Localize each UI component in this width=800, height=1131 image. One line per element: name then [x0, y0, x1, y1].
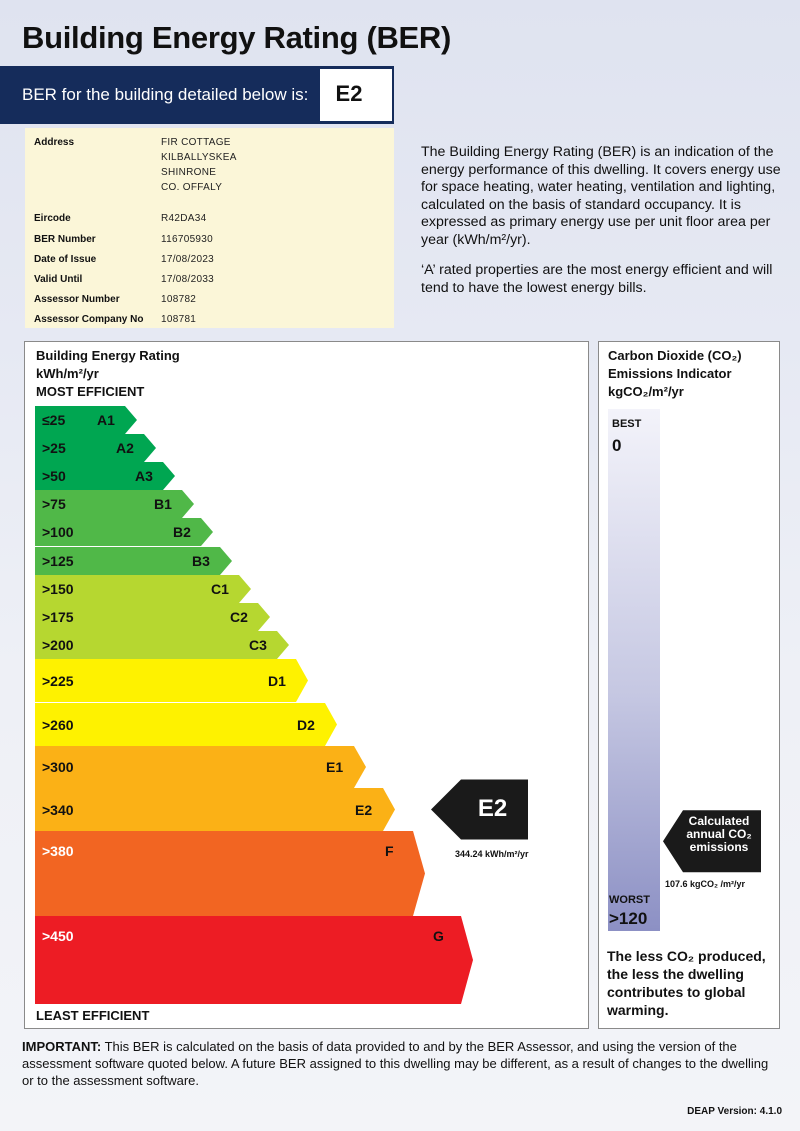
scale-most-efficient-label: MOST EFFICIENT — [36, 384, 145, 399]
co2-unit: kgCO₂/m²/yr — [608, 384, 684, 399]
band-range-label: >25 — [42, 440, 66, 456]
energy-rating-scale — [24, 341, 589, 1029]
deap-version: DEAP Version: 4.1.0 — [687, 1106, 782, 1117]
band-code-label: A3 — [135, 468, 153, 484]
rating-bands — [35, 342, 529, 1030]
band-range-label: >50 — [42, 468, 66, 484]
important-notice — [22, 1038, 782, 1089]
rating-pointer-value: 344.24 kWh/m²/yr — [455, 848, 529, 859]
band-code-label: B2 — [173, 524, 191, 540]
scale-unit: kWh/m²/yr — [36, 366, 99, 381]
ber-banner-label: BER for the building detailed below is: — [22, 85, 309, 104]
band-code-label: E2 — [355, 801, 373, 818]
band-code-label: F — [385, 843, 394, 859]
band-code-label: C3 — [249, 637, 267, 653]
detail-value-valid-until: 17/08/2033 — [161, 274, 215, 285]
rating-band-e2 — [35, 788, 395, 831]
co2-worst-value: >120 — [609, 909, 648, 928]
co2-pointer-text: annual CO₂ — [686, 827, 752, 842]
co2-worst-label: WORST — [609, 894, 650, 906]
band-code-label: E1 — [326, 759, 344, 775]
band-range-label: >300 — [42, 759, 74, 775]
band-code-label: D2 — [297, 716, 315, 733]
co2-heading-2: Emissions Indicator — [608, 366, 732, 381]
co2-pointer-text: emissions — [689, 840, 749, 855]
page-title: Building Energy Rating (BER) — [22, 20, 452, 55]
band-range-label: >225 — [42, 672, 74, 689]
detail-label-assessor-number: Assessor Number — [34, 294, 120, 305]
co2-best-value: 0 — [612, 436, 622, 455]
rating-band-f — [35, 831, 425, 916]
detail-value-address-line: SHINRONE — [161, 167, 217, 178]
band-code-label: A2 — [116, 440, 134, 456]
band-range-label: >150 — [42, 581, 74, 597]
band-code-label: A1 — [97, 412, 115, 428]
scale-least-efficient-label: LEAST EFFICIENT — [36, 1008, 150, 1023]
rating-band-e1 — [35, 746, 366, 788]
band-range-label: ≤25 — [42, 412, 66, 428]
detail-value-date-of-issue: 17/08/2023 — [161, 254, 215, 265]
detail-label-date-of-issue: Date of Issue — [34, 254, 97, 265]
ber-banner-rating-box — [320, 69, 392, 121]
band-range-label: >100 — [42, 524, 74, 540]
rating-pointer-label: E2 — [477, 794, 508, 822]
detail-value-assessor-number: 108782 — [161, 294, 197, 305]
detail-value-assessor-company: 108781 — [161, 314, 197, 325]
detail-value-eircode: R42DA34 — [161, 213, 207, 224]
scale-heading: Building Energy Rating — [36, 348, 180, 363]
intro-paragraph: ‘A’ rated properties are the most energy efficient and will tend to have the lowest energy bills. — [421, 262, 773, 296]
co2-footer: The less CO₂ produced, the less the dwelling contributes to global warming. — [607, 948, 766, 1018]
important-text: This BER is calculated on the basis of data provided to and by the BER Assessor, and using the version of the assessment software quoted below. A future BER assigned to this dwelling may be different, as a result of changes to the dwelling or to the assessment software. — [22, 1039, 769, 1088]
detail-label-address: Address — [34, 137, 75, 148]
band-range-label: >380 — [42, 843, 74, 859]
band-range-label: >260 — [42, 716, 74, 733]
band-range-label: >75 — [42, 496, 66, 512]
band-range-label: >450 — [42, 928, 74, 944]
co2-pointer-svg — [599, 342, 781, 1030]
detail-label-ber-number: BER Number — [34, 234, 96, 245]
detail-value-address-line: FIR COTTAGE — [161, 137, 231, 148]
detail-value-ber-number: 116705930 — [161, 234, 214, 245]
band-code-label: D1 — [268, 672, 286, 689]
rating-band-g — [35, 916, 473, 1004]
building-details — [25, 128, 394, 328]
important-lead: IMPORTANT: — [22, 1039, 102, 1054]
detail-label-assessor-company: Assessor Company No — [34, 314, 144, 325]
intro-paragraph: The Building Energy Rating (BER) is an indication of the energy performance of this dwelling. It covers energy use for space heating, water heating, ventilation and lighting, calculated on the basis of standard occupancy. It is expressed as primary energy use per unit floor area per year (kWh/m²/yr). — [421, 144, 781, 248]
band-code-label: G — [433, 928, 444, 944]
band-code-label: B3 — [192, 553, 210, 569]
band-range-label: >200 — [42, 637, 74, 653]
co2-best-label: BEST — [612, 418, 642, 430]
detail-label-valid-until: Valid Until — [34, 274, 83, 285]
ber-banner-rating: E2 — [335, 81, 363, 106]
band-code-label: C1 — [211, 581, 229, 597]
detail-value-address-line: CO. OFFALY — [161, 182, 223, 193]
band-range-label: >175 — [42, 609, 74, 625]
co2-value: 107.6 kgCO₂ /m²/yr — [665, 879, 746, 890]
detail-value-address-line: KILBALLYSKEA — [161, 152, 237, 163]
co2-heading: Carbon Dioxide (CO₂) — [608, 348, 742, 363]
band-code-label: B1 — [154, 496, 172, 512]
band-range-label: >125 — [42, 553, 74, 569]
co2-pointer-text: Calculated — [688, 814, 750, 829]
band-range-label: >340 — [42, 801, 74, 818]
rating-band-d2 — [35, 703, 337, 746]
co2-indicator — [598, 341, 780, 1029]
band-code-label: C2 — [230, 609, 248, 625]
detail-label-eircode: Eircode — [34, 213, 71, 224]
